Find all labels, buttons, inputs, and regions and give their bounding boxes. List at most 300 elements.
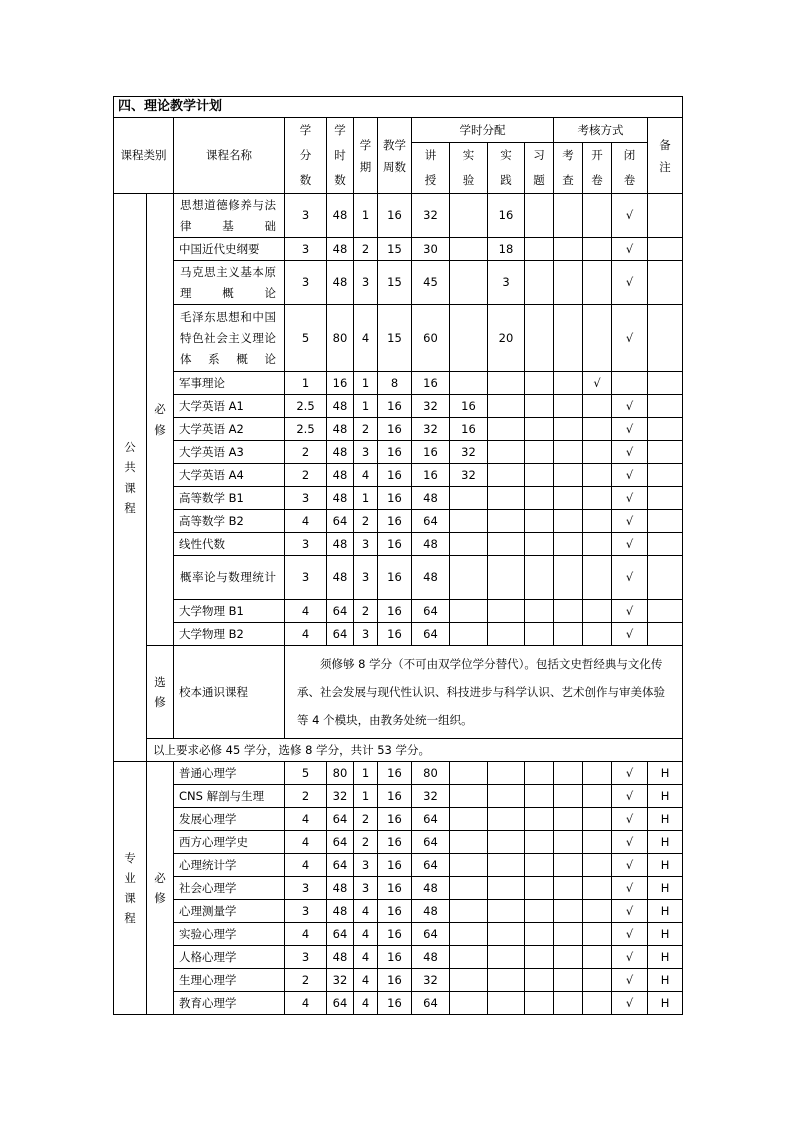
table-row: [114, 372, 683, 395]
cell-weeks: 8: [378, 372, 412, 395]
cell-practice: [488, 600, 525, 623]
course-name: 概率论与数理统计: [174, 556, 285, 600]
course-name: 社会心理学: [174, 877, 285, 900]
cell-open: [583, 533, 612, 556]
cell-check: [554, 992, 583, 1015]
cell-exercise: [525, 808, 554, 831]
cell-weeks: 16: [378, 762, 412, 785]
cell-credits: 2: [285, 969, 327, 992]
cell-closed: √: [612, 600, 648, 623]
course-name: 人格心理学: [174, 946, 285, 969]
cell-hours: 48: [327, 261, 354, 305]
cell-remark: H: [648, 808, 683, 831]
cell-lecture: 32: [412, 194, 450, 238]
cell-weeks: 16: [378, 785, 412, 808]
cell-weeks: 16: [378, 946, 412, 969]
cell-practice: 16: [488, 194, 525, 238]
header-lecture: 讲授: [412, 143, 450, 194]
cell-exercise: [525, 238, 554, 261]
cell-remark: [648, 305, 683, 372]
cell-experiment: [450, 762, 488, 785]
cell-closed: √: [612, 556, 648, 600]
cell-remark: [648, 194, 683, 238]
cell-hours: 64: [327, 831, 354, 854]
cell-term: 4: [354, 464, 378, 487]
cell-remark: [648, 487, 683, 510]
cell-weeks: 15: [378, 238, 412, 261]
header-remark: 备注: [648, 118, 683, 194]
cell-practice: [488, 992, 525, 1015]
cell-experiment: [450, 510, 488, 533]
cell-weeks: 16: [378, 831, 412, 854]
cell-weeks: 16: [378, 441, 412, 464]
cell-experiment: [450, 877, 488, 900]
cell-closed: √: [612, 854, 648, 877]
table-row: [114, 556, 683, 600]
cell-exercise: [525, 923, 554, 946]
cell-remark: [648, 372, 683, 395]
cell-weeks: 16: [378, 464, 412, 487]
cell-closed: √: [612, 877, 648, 900]
cell-term: 4: [354, 969, 378, 992]
cell-open: [583, 238, 612, 261]
cell-remark: [648, 418, 683, 441]
cell-credits: 2: [285, 464, 327, 487]
summary-row: [114, 739, 683, 762]
cell-exercise: [525, 785, 554, 808]
cell-exercise: [525, 600, 554, 623]
course-name: 大学英语 A3: [174, 441, 285, 464]
cell-experiment: [450, 785, 488, 808]
cell-term: 4: [354, 923, 378, 946]
cell-remark: H: [648, 785, 683, 808]
header-weeks: 教学周数: [378, 118, 412, 194]
cell-check: [554, 441, 583, 464]
cell-hours: 32: [327, 785, 354, 808]
cell-credits: 3: [285, 487, 327, 510]
cell-practice: 18: [488, 238, 525, 261]
cell-check: [554, 533, 583, 556]
cell-hours: 64: [327, 923, 354, 946]
cell-check: [554, 623, 583, 646]
cell-open: [583, 808, 612, 831]
cell-exercise: [525, 623, 554, 646]
cell-exercise: [525, 900, 554, 923]
table-row: [114, 395, 683, 418]
cell-open: [583, 510, 612, 533]
course-name: 普通心理学: [174, 762, 285, 785]
cell-closed: √: [612, 418, 648, 441]
cell-experiment: [450, 623, 488, 646]
cell-hours: 48: [327, 395, 354, 418]
public-elective-label: 选修: [147, 646, 174, 739]
cell-term: 3: [354, 877, 378, 900]
header-experiment: 实验: [450, 143, 488, 194]
cell-remark: H: [648, 854, 683, 877]
category-major: 专业课程: [114, 762, 147, 1015]
course-name: CNS 解剖与生理: [174, 785, 285, 808]
cell-term: 1: [354, 194, 378, 238]
cell-practice: [488, 395, 525, 418]
cell-experiment: [450, 261, 488, 305]
cell-term: 4: [354, 900, 378, 923]
course-name: 实验心理学: [174, 923, 285, 946]
cell-lecture: 32: [412, 969, 450, 992]
cell-check: [554, 238, 583, 261]
cell-open: [583, 900, 612, 923]
cell-lecture: 48: [412, 946, 450, 969]
course-name: 发展心理学: [174, 808, 285, 831]
cell-open: [583, 487, 612, 510]
cell-exercise: [525, 464, 554, 487]
cell-closed: √: [612, 900, 648, 923]
cell-credits: 3: [285, 533, 327, 556]
cell-hours: 80: [327, 762, 354, 785]
cell-exercise: [525, 261, 554, 305]
cell-remark: H: [648, 946, 683, 969]
cell-exercise: [525, 969, 554, 992]
cell-check: [554, 556, 583, 600]
cell-experiment: [450, 900, 488, 923]
cell-hours: 64: [327, 600, 354, 623]
cell-credits: 2: [285, 441, 327, 464]
cell-hours: 48: [327, 556, 354, 600]
cell-lecture: 64: [412, 808, 450, 831]
cell-experiment: [450, 808, 488, 831]
cell-exercise: [525, 946, 554, 969]
cell-remark: [648, 510, 683, 533]
section-title: 四、理论教学计划: [114, 97, 683, 118]
cell-experiment: [450, 238, 488, 261]
cell-hours: 48: [327, 464, 354, 487]
cell-closed: √: [612, 441, 648, 464]
cell-open: [583, 831, 612, 854]
cell-term: 1: [354, 785, 378, 808]
cell-open: [583, 785, 612, 808]
course-name: 思想道德修养与法律基础: [174, 194, 285, 238]
cell-practice: 3: [488, 261, 525, 305]
cell-closed: √: [612, 969, 648, 992]
header-alloc: 学时分配: [412, 118, 554, 143]
cell-experiment: [450, 600, 488, 623]
category-public: 公共课程: [114, 194, 147, 762]
cell-term: 3: [354, 261, 378, 305]
cell-closed: √: [612, 808, 648, 831]
cell-closed: √: [612, 623, 648, 646]
cell-exercise: [525, 762, 554, 785]
cell-practice: [488, 785, 525, 808]
table-row: [114, 623, 683, 646]
table-row: [114, 464, 683, 487]
cell-remark: H: [648, 900, 683, 923]
cell-credits: 4: [285, 623, 327, 646]
course-name: 马克思主义基本原理概论: [174, 261, 285, 305]
cell-check: [554, 969, 583, 992]
table-row: [114, 194, 683, 238]
cell-experiment: 16: [450, 395, 488, 418]
cell-closed: √: [612, 785, 648, 808]
table-row: [114, 808, 683, 831]
cell-credits: 4: [285, 923, 327, 946]
cell-check: [554, 487, 583, 510]
cell-credits: 3: [285, 261, 327, 305]
cell-experiment: [450, 305, 488, 372]
course-name: 大学物理 B1: [174, 600, 285, 623]
cell-practice: [488, 946, 525, 969]
course-name: 大学英语 A1: [174, 395, 285, 418]
cell-experiment: 16: [450, 418, 488, 441]
cell-exercise: [525, 372, 554, 395]
cell-open: [583, 305, 612, 372]
cell-hours: 48: [327, 946, 354, 969]
cell-remark: [648, 464, 683, 487]
cell-check: [554, 946, 583, 969]
cell-exercise: [525, 395, 554, 418]
cell-check: [554, 395, 583, 418]
table-row: [114, 305, 683, 372]
table-row: [114, 946, 683, 969]
cell-remark: H: [648, 831, 683, 854]
cell-exercise: [525, 533, 554, 556]
cell-lecture: 48: [412, 877, 450, 900]
course-name: 西方心理学史: [174, 831, 285, 854]
cell-term: 3: [354, 441, 378, 464]
cell-weeks: 16: [378, 900, 412, 923]
table-row: [114, 762, 683, 785]
cell-term: 2: [354, 418, 378, 441]
cell-experiment: [450, 487, 488, 510]
cell-weeks: 16: [378, 969, 412, 992]
cell-open: √: [583, 372, 612, 395]
cell-closed: √: [612, 238, 648, 261]
cell-credits: 1: [285, 372, 327, 395]
cell-term: 1: [354, 487, 378, 510]
cell-experiment: [450, 533, 488, 556]
elective-row: [114, 646, 683, 739]
cell-open: [583, 946, 612, 969]
cell-term: 2: [354, 510, 378, 533]
table-row: [114, 418, 683, 441]
table-row: [114, 510, 683, 533]
course-name: 高等数学 B1: [174, 487, 285, 510]
elective-note: 须修够 8 学分（不可由双学位学分替代）。包括文史哲经典与文化传承、社会发展与现代性认识、科技进步与科学认识、艺术创作与审美体验等 4 个模块，由教务处统一组织。: [285, 646, 683, 739]
cell-weeks: 16: [378, 623, 412, 646]
cell-exercise: [525, 305, 554, 372]
cell-hours: 32: [327, 969, 354, 992]
cell-lecture: 64: [412, 831, 450, 854]
cell-exercise: [525, 510, 554, 533]
cell-lecture: 64: [412, 600, 450, 623]
cell-weeks: 16: [378, 418, 412, 441]
cell-lecture: 80: [412, 762, 450, 785]
major-required-label: 必修: [147, 762, 174, 1015]
cell-remark: H: [648, 762, 683, 785]
cell-practice: [488, 556, 525, 600]
cell-weeks: 16: [378, 556, 412, 600]
course-name: 心理测量学: [174, 900, 285, 923]
cell-practice: [488, 464, 525, 487]
cell-remark: [648, 261, 683, 305]
cell-check: [554, 510, 583, 533]
table-row: [114, 877, 683, 900]
cell-practice: [488, 418, 525, 441]
cell-check: [554, 762, 583, 785]
cell-term: 1: [354, 762, 378, 785]
cell-practice: [488, 854, 525, 877]
cell-open: [583, 395, 612, 418]
cell-credits: 3: [285, 194, 327, 238]
cell-exercise: [525, 556, 554, 600]
course-name: 教育心理学: [174, 992, 285, 1015]
course-name: 大学英语 A4: [174, 464, 285, 487]
cell-practice: [488, 533, 525, 556]
cell-open: [583, 969, 612, 992]
cell-closed: √: [612, 831, 648, 854]
course-name: 毛泽东思想和中国特色社会主义理论体系概论: [174, 305, 285, 372]
header-credits: 学分数: [285, 118, 327, 194]
cell-remark: H: [648, 992, 683, 1015]
cell-term: 3: [354, 533, 378, 556]
cell-hours: 64: [327, 623, 354, 646]
cell-hours: 48: [327, 418, 354, 441]
cell-term: 2: [354, 808, 378, 831]
table-row: [114, 923, 683, 946]
cell-weeks: 16: [378, 395, 412, 418]
cell-credits: 2.5: [285, 395, 327, 418]
cell-closed: √: [612, 305, 648, 372]
cell-experiment: [450, 194, 488, 238]
cell-credits: 3: [285, 877, 327, 900]
cell-remark: H: [648, 923, 683, 946]
cell-weeks: 16: [378, 923, 412, 946]
cell-credits: 3: [285, 238, 327, 261]
cell-closed: [612, 372, 648, 395]
cell-open: [583, 418, 612, 441]
cell-weeks: 16: [378, 854, 412, 877]
cell-closed: √: [612, 194, 648, 238]
header-term: 学期: [354, 118, 378, 194]
cell-hours: 48: [327, 533, 354, 556]
credit-summary: 以上要求必修 45 学分，选修 8 学分，共计 53 学分。: [147, 739, 683, 762]
cell-weeks: 15: [378, 261, 412, 305]
cell-open: [583, 556, 612, 600]
cell-hours: 48: [327, 487, 354, 510]
cell-remark: [648, 600, 683, 623]
cell-exercise: [525, 992, 554, 1015]
table-row: [114, 969, 683, 992]
cell-hours: 64: [327, 808, 354, 831]
cell-practice: [488, 487, 525, 510]
header-category: 课程类别: [114, 118, 174, 194]
cell-term: 4: [354, 992, 378, 1015]
cell-credits: 5: [285, 305, 327, 372]
cell-credits: 4: [285, 600, 327, 623]
cell-closed: √: [612, 261, 648, 305]
header-open: 开卷: [583, 143, 612, 194]
header-hours: 学时数: [327, 118, 354, 194]
table-row: [114, 900, 683, 923]
cell-practice: 20: [488, 305, 525, 372]
cell-credits: 4: [285, 992, 327, 1015]
cell-check: [554, 418, 583, 441]
cell-closed: √: [612, 946, 648, 969]
cell-open: [583, 877, 612, 900]
cell-term: 3: [354, 854, 378, 877]
cell-check: [554, 877, 583, 900]
public-required-label: 必修: [147, 194, 174, 646]
teaching-plan-document: [113, 96, 682, 1015]
cell-closed: √: [612, 992, 648, 1015]
cell-lecture: 16: [412, 464, 450, 487]
cell-hours: 80: [327, 305, 354, 372]
cell-lecture: 48: [412, 900, 450, 923]
cell-practice: [488, 372, 525, 395]
cell-hours: 48: [327, 194, 354, 238]
cell-practice: [488, 623, 525, 646]
cell-check: [554, 854, 583, 877]
cell-open: [583, 854, 612, 877]
cell-hours: 48: [327, 238, 354, 261]
cell-lecture: 32: [412, 785, 450, 808]
cell-exercise: [525, 854, 554, 877]
cell-experiment: [450, 854, 488, 877]
cell-lecture: 32: [412, 395, 450, 418]
cell-weeks: 16: [378, 510, 412, 533]
table-row: [114, 854, 683, 877]
cell-credits: 4: [285, 831, 327, 854]
cell-practice: [488, 808, 525, 831]
header-exam-mode: 考核方式: [554, 118, 648, 143]
cell-credits: 3: [285, 946, 327, 969]
cell-credits: 3: [285, 556, 327, 600]
cell-exercise: [525, 441, 554, 464]
cell-closed: √: [612, 533, 648, 556]
cell-remark: [648, 395, 683, 418]
cell-hours: 64: [327, 992, 354, 1015]
cell-lecture: 64: [412, 623, 450, 646]
cell-open: [583, 464, 612, 487]
cell-experiment: [450, 992, 488, 1015]
course-name: 线性代数: [174, 533, 285, 556]
cell-term: 2: [354, 238, 378, 261]
cell-hours: 64: [327, 510, 354, 533]
cell-open: [583, 762, 612, 785]
header-closed: 闭卷: [612, 143, 648, 194]
cell-remark: [648, 441, 683, 464]
cell-experiment: [450, 969, 488, 992]
cell-practice: [488, 831, 525, 854]
cell-practice: [488, 762, 525, 785]
cell-remark: [648, 533, 683, 556]
cell-closed: √: [612, 487, 648, 510]
cell-credits: 2.5: [285, 418, 327, 441]
cell-exercise: [525, 194, 554, 238]
cell-remark: [648, 556, 683, 600]
cell-lecture: 32: [412, 418, 450, 441]
cell-practice: [488, 441, 525, 464]
table-row: [114, 992, 683, 1015]
cell-lecture: 16: [412, 372, 450, 395]
cell-hours: 16: [327, 372, 354, 395]
cell-experiment: 32: [450, 464, 488, 487]
cell-check: [554, 785, 583, 808]
cell-credits: 4: [285, 510, 327, 533]
cell-weeks: 16: [378, 487, 412, 510]
cell-lecture: 45: [412, 261, 450, 305]
cell-closed: √: [612, 923, 648, 946]
cell-check: [554, 600, 583, 623]
cell-exercise: [525, 487, 554, 510]
